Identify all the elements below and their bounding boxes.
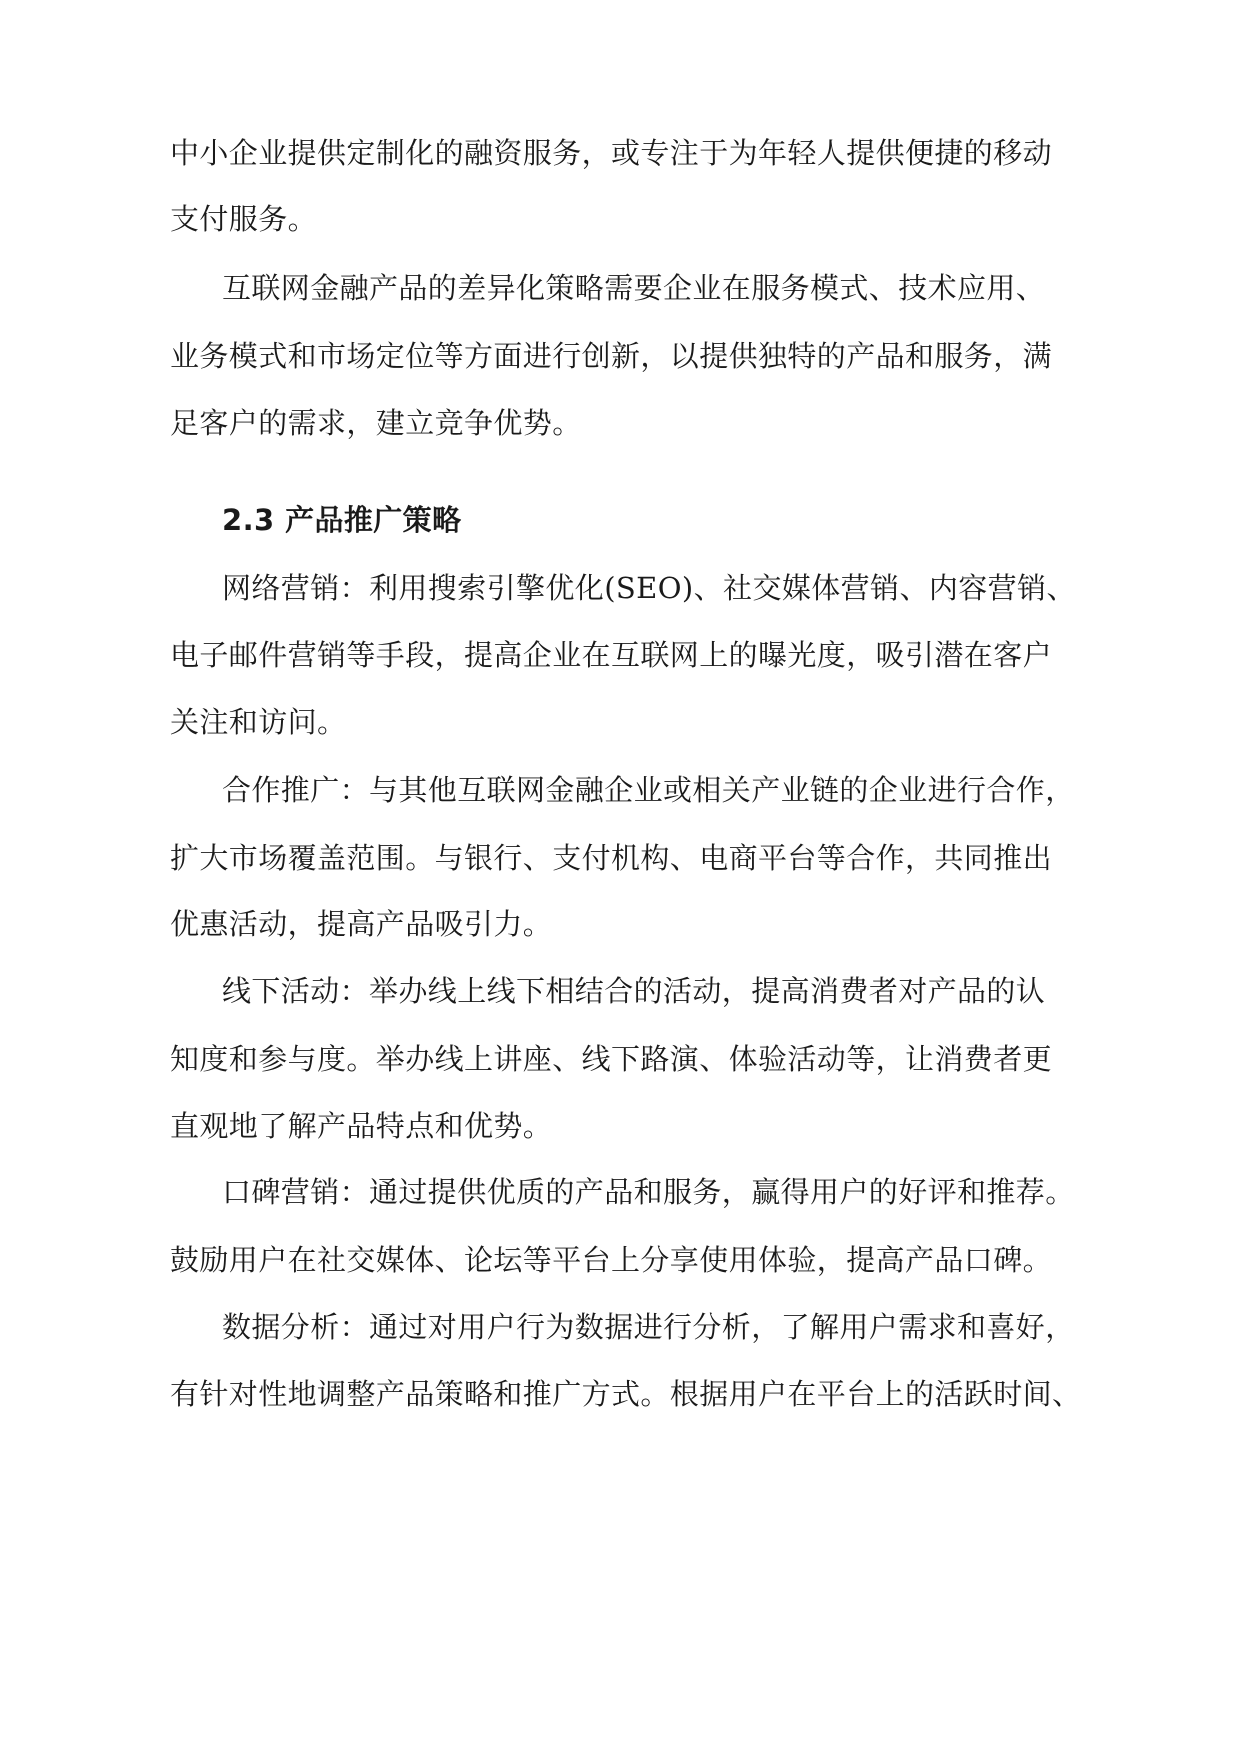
paragraph-line: 足客户的需求，建立竞争优势。 [170, 406, 582, 440]
paragraph-line: 数据分析：通过对用户行为数据进行分析，了解用户需求和喜好， [222, 1310, 1075, 1344]
paragraph-line: 有针对性地调整产品策略和推广方式。根据用户在平台上的活跃时间、 [170, 1377, 1082, 1411]
paragraph-line: 网络营销：利用搜索引擎优化(SEO)、社交媒体营销、内容营销、 [222, 571, 1076, 605]
paragraph-line: 扩大市场覆盖范围。与银行、支付机构、电商平台等合作，共同推出 [170, 841, 1053, 875]
paragraph-line: 互联网金融产品的差异化策略需要企业在服务模式、技术应用、 [222, 271, 1046, 305]
paragraph-line: 中小企业提供定制化的融资服务，或专注于为年轻人提供便捷的移动 [170, 136, 1053, 170]
paragraph-line: 业务模式和市场定位等方面进行创新，以提供独特的产品和服务，满 [170, 339, 1053, 373]
paragraph-line: 鼓励用户在社交媒体、论坛等平台上分享使用体验，提高产品口碑。 [170, 1243, 1053, 1277]
paragraph-line: 直观地了解产品特点和优势。 [170, 1109, 553, 1143]
paragraph-line: 电子邮件营销等手段，提高企业在互联网上的曝光度，吸引潜在客户 [170, 638, 1053, 672]
paragraph-line: 优惠活动，提高产品吸引力。 [170, 907, 553, 941]
paragraph-line: 线下活动：举办线上线下相结合的活动，提高消费者对产品的认 [222, 974, 1046, 1008]
paragraph-line: 关注和访问。 [170, 705, 347, 739]
paragraph-line: 合作推广：与其他互联网金融企业或相关产业链的企业进行合作， [222, 773, 1075, 807]
paragraph-line: 口碑营销：通过提供优质的产品和服务，赢得用户的好评和推荐。 [222, 1175, 1075, 1209]
paragraph-line: 知度和参与度。举办线上讲座、线下路演、体验活动等，让消费者更 [170, 1042, 1053, 1076]
section-heading: 2.3 产品推广策略 [222, 503, 462, 537]
paragraph-line: 支付服务。 [170, 202, 318, 236]
